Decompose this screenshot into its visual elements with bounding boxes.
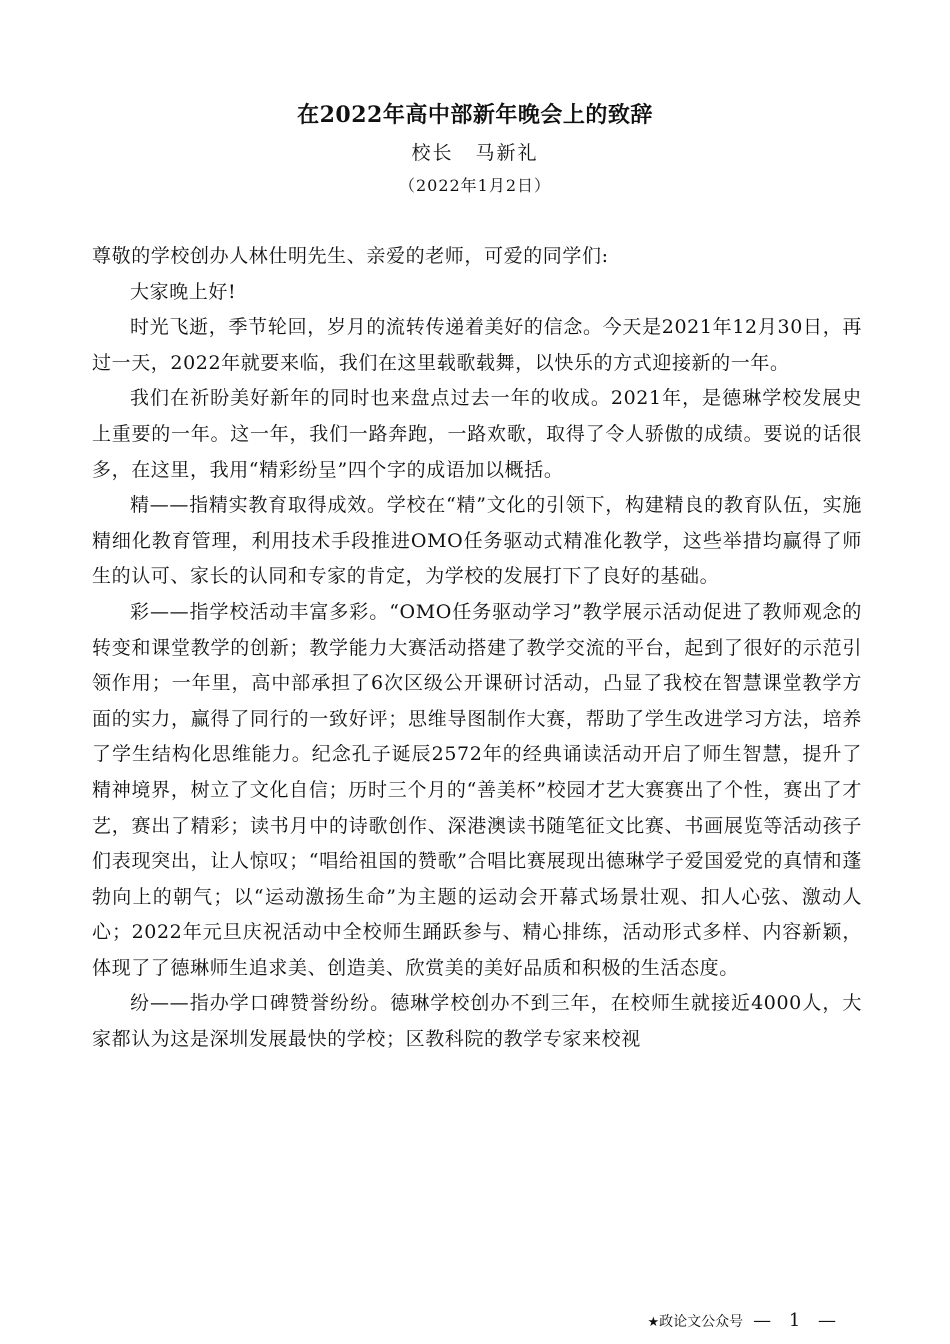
star-icon: ★: [647, 1314, 660, 1330]
page-number: — 1 —: [753, 1310, 842, 1331]
document-body: [92, 239, 862, 1058]
author-line: [0, 138, 950, 165]
paragraph-4: 精——指精实教育取得成效。学校在“精”文化的引领下，构建精良的教育队伍，实施精细化教育管理，利用技术手段推进OMO任务驱动式精准化教学，这些举措均赢得了师生的认可、家长的认同和专家的肯定，为学校的发展打下了良好的基础。: [92, 494, 862, 588]
document-date: （2022年1月2日）: [398, 176, 552, 195]
paragraph-6: 纷——指办学口碑赞誉纷纷。德琳学校创办不到三年，在校师生就接近4000人，大家都认为这是深圳发展最快的学校；区教科院的教学专家来校视: [92, 992, 862, 1051]
paragraph-3: 我们在祈盼美好新年的同时也来盘点过去一年的收成。2021年，是德琳学校发展史上重要的一年。这一年，我们一路奔跑，一路欢歌，取得了令人骄傲的成绩。要说的话很多，在这里，我用“精彩纷呈”四个字的成语加以概括。: [92, 387, 862, 481]
page-footer: [647, 1310, 842, 1331]
greeting-paragraph: 尊敬的学校创办人林仕明先生、亲爱的老师，可爱的同学们:: [92, 245, 609, 267]
paragraph-1: 大家晚上好!: [130, 280, 237, 303]
document-title: 在2022年高中部新年晚会上的致辞: [297, 102, 653, 128]
author-name: 马新礼: [475, 142, 539, 164]
paragraph-2: 时光飞逝，季节轮回，岁月的流转传递着美好的信念。今天是2021年12月30日，再过一天，2022年就要来临，我们在这里载歌载舞，以快乐的方式迎接新的一年。: [92, 316, 862, 374]
author-role: 校长: [411, 142, 454, 164]
footer-source-text: 政论文公众号: [659, 1313, 744, 1330]
paragraph-5: 彩——指学校活动丰富多彩。“OMO任务驱动学习”教学展示活动促进了教师观念的转变和课堂教学的创新；教学能力大赛活动搭建了教学交流的平台，起到了很好的示范引领作用；一年里，高中部承担了6次区级公开课研讨活动，凸显了我校在智慧课堂教学方面的实力，赢得了同行的一致好评；思维导图制作大赛，帮助了学生改进学习方法，培养了学生结构化思维能力。纪念孔子诞辰2572年的经典诵读活动开启了师生智慧，提升了精神境界，树立了文化自信；历时三个月的“善美杯”校园才艺大赛赛出了个性，赛出了才艺，赛出了精彩；读书月中的诗歌创作、深港澳读书随笔征文比赛、书画展览等活动孩子们表现突出，让人惊叹；“唱给祖国的赞歌”合唱比赛展现出德琳学子爱国爱党的真情和蓬勃向上的朝气；以“运动激扬生命”为主题的运动会开幕式场景壮观、扣人心弦、激动人心；2022年元旦庆祝活动中全校师生踊跃参与、精心排练，活动形式多样、内容新颖，体现了了德琳师生追求美、创造美、欣赏美的美好品质和积极的生活态度。: [92, 600, 862, 979]
footer-source: [647, 1311, 743, 1331]
